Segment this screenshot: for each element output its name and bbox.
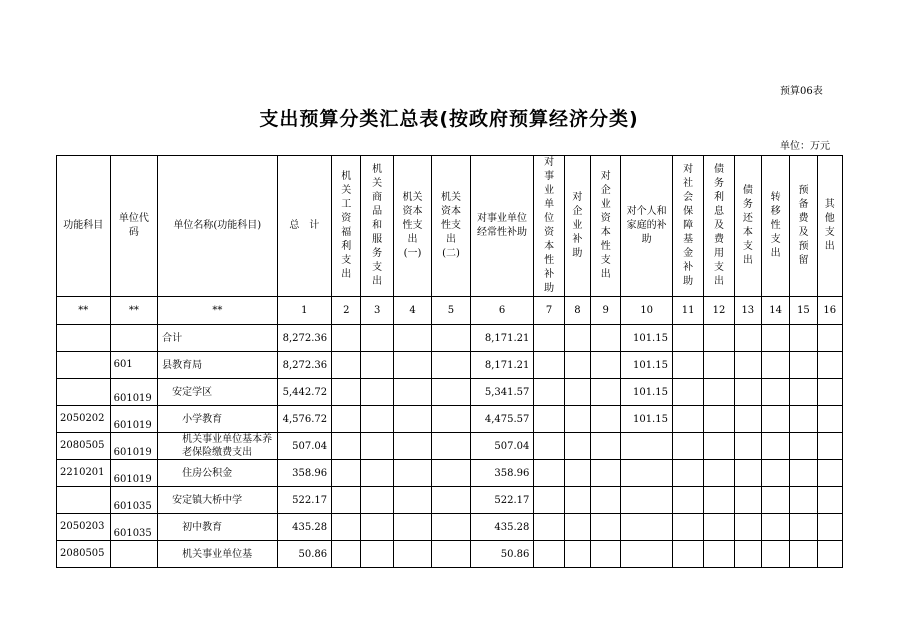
empty-cell	[790, 325, 817, 352]
table-row	[57, 379, 843, 406]
empty-cell	[534, 541, 564, 568]
unit-code-cell	[110, 541, 158, 568]
empty-cell	[734, 460, 761, 487]
empty-cell	[817, 433, 842, 460]
header-col-16: 其他支出	[817, 156, 842, 297]
index-cell: 3	[361, 297, 393, 325]
empty-cell	[817, 325, 842, 352]
empty-cell	[332, 487, 361, 514]
empty-cell	[704, 325, 734, 352]
col-10-cell: 101.15	[621, 352, 673, 379]
col-10-cell	[621, 487, 673, 514]
empty-cell	[817, 514, 842, 541]
header-col-8: 对企业补助	[564, 156, 590, 297]
total-cell: 8,272.36	[277, 352, 332, 379]
header-col-4: 机关资本性支出(一)	[393, 156, 431, 297]
func-subject-value: 2080505	[60, 548, 105, 559]
empty-cell	[564, 460, 590, 487]
total-cell: 435.28	[277, 514, 332, 541]
empty-cell	[817, 406, 842, 433]
col-10-cell	[621, 541, 673, 568]
col-10-cell: 101.15	[621, 379, 673, 406]
func-subject-cell	[57, 460, 111, 487]
empty-cell	[761, 541, 789, 568]
empty-cell	[591, 325, 621, 352]
unit-code-cell	[110, 514, 158, 541]
index-cell: **	[158, 297, 277, 325]
col-10-cell: 101.15	[621, 406, 673, 433]
empty-cell	[761, 514, 789, 541]
col-6-cell: 522.17	[470, 487, 534, 514]
empty-cell	[393, 352, 431, 379]
empty-cell	[761, 379, 789, 406]
empty-cell	[704, 514, 734, 541]
empty-cell	[817, 541, 842, 568]
func-subject-cell	[57, 487, 111, 514]
empty-cell	[393, 325, 431, 352]
empty-cell	[734, 541, 761, 568]
col-10-cell	[621, 514, 673, 541]
table-body	[57, 325, 843, 568]
empty-cell	[361, 514, 393, 541]
empty-cell	[672, 460, 703, 487]
empty-cell	[393, 487, 431, 514]
index-cell: 8	[564, 297, 590, 325]
empty-cell	[704, 379, 734, 406]
empty-cell	[361, 406, 393, 433]
header-col-15: 预备费及预留	[790, 156, 817, 297]
header-col-5: 机关资本性支出(二)	[432, 156, 470, 297]
header-col-13: 债务还本支出	[734, 156, 761, 297]
empty-cell	[734, 433, 761, 460]
empty-cell	[672, 352, 703, 379]
empty-cell	[332, 433, 361, 460]
header-row	[57, 156, 843, 297]
func-subject-cell	[57, 379, 111, 406]
empty-cell	[432, 541, 470, 568]
empty-cell	[393, 541, 431, 568]
empty-cell	[432, 487, 470, 514]
index-cell: 14	[761, 297, 789, 325]
empty-cell	[393, 379, 431, 406]
func-subject-cell	[57, 541, 111, 568]
col-6-cell: 5,341.57	[470, 379, 534, 406]
empty-cell	[734, 379, 761, 406]
index-row	[57, 297, 843, 325]
empty-cell	[534, 379, 564, 406]
empty-cell	[332, 379, 361, 406]
col-6-cell: 8,171.21	[470, 325, 534, 352]
unit-code-value: 601	[113, 359, 133, 370]
table-row	[57, 541, 843, 568]
unit-name-cell: 机关事业单位基本养老保险缴费支出	[158, 433, 277, 460]
header-col-3: 机关商品和服务支出	[361, 156, 393, 297]
index-cell: 11	[672, 297, 703, 325]
col-10-cell	[621, 460, 673, 487]
empty-cell	[332, 325, 361, 352]
table-row	[57, 325, 843, 352]
empty-cell	[591, 541, 621, 568]
empty-cell	[332, 352, 361, 379]
unit-label: 单位：万元	[780, 141, 830, 152]
header-col-10: 对个人和家庭的补助	[621, 156, 673, 297]
empty-cell	[704, 352, 734, 379]
index-cell: **	[57, 297, 111, 325]
func-subject-cell	[57, 514, 111, 541]
empty-cell	[534, 487, 564, 514]
header-col-14: 转移性支出	[761, 156, 789, 297]
empty-cell	[734, 352, 761, 379]
header-unit-code: 单位代码	[110, 156, 158, 297]
empty-cell	[534, 406, 564, 433]
empty-cell	[704, 460, 734, 487]
empty-cell	[672, 514, 703, 541]
empty-cell	[361, 541, 393, 568]
empty-cell	[817, 460, 842, 487]
empty-cell	[332, 460, 361, 487]
unit-code-value: 601019	[113, 474, 152, 485]
empty-cell	[564, 541, 590, 568]
unit-name-cell: 安定学区	[158, 379, 277, 406]
empty-cell	[734, 514, 761, 541]
index-cell: 4	[393, 297, 431, 325]
col-6-cell: 8,171.21	[470, 352, 534, 379]
header-col-2: 机关工资福利支出	[332, 156, 361, 297]
func-subject-cell	[57, 433, 111, 460]
table-row	[57, 406, 843, 433]
empty-cell	[564, 514, 590, 541]
unit-name-cell: 安定镇大桥中学	[158, 487, 277, 514]
empty-cell	[432, 352, 470, 379]
empty-cell	[393, 406, 431, 433]
empty-cell	[672, 406, 703, 433]
empty-cell	[534, 325, 564, 352]
unit-code-value: 601019	[113, 447, 152, 458]
unit-name-cell: 住房公积金	[158, 460, 277, 487]
empty-cell	[734, 406, 761, 433]
header-col-11: 对社会保障基金补助	[672, 156, 703, 297]
empty-cell	[672, 487, 703, 514]
empty-cell	[332, 541, 361, 568]
empty-cell	[790, 541, 817, 568]
index-cell: 13	[734, 297, 761, 325]
empty-cell	[534, 352, 564, 379]
empty-cell	[591, 433, 621, 460]
empty-cell	[761, 460, 789, 487]
func-subject-value: 2080505	[60, 440, 105, 451]
col-6-cell: 358.96	[470, 460, 534, 487]
empty-cell	[432, 514, 470, 541]
empty-cell	[704, 433, 734, 460]
unit-name-cell: 小学教育	[158, 406, 277, 433]
empty-cell	[534, 433, 564, 460]
table-row	[57, 433, 843, 460]
table-row	[57, 352, 843, 379]
header-col-6: 对事业单位经常性补助	[470, 156, 534, 297]
empty-cell	[672, 379, 703, 406]
page-title: 支出预算分类汇总表(按政府预算经济分类)	[259, 108, 639, 130]
empty-cell	[361, 460, 393, 487]
unit-name-cell: 合计	[158, 325, 277, 352]
empty-cell	[704, 406, 734, 433]
empty-cell	[761, 406, 789, 433]
unit-code-cell	[110, 379, 158, 406]
col-6-cell: 50.86	[470, 541, 534, 568]
empty-cell	[761, 352, 789, 379]
empty-cell	[534, 460, 564, 487]
empty-cell	[564, 433, 590, 460]
col-6-cell: 4,475.57	[470, 406, 534, 433]
unit-code-value: 601035	[113, 528, 152, 539]
unit-name-cell: 初中教育	[158, 514, 277, 541]
empty-cell	[534, 514, 564, 541]
unit-code-cell	[110, 325, 158, 352]
form-number: 预算06表	[780, 86, 823, 97]
index-cell: 12	[704, 297, 734, 325]
unit-name-cell: 机关事业单位基	[158, 541, 277, 568]
empty-cell	[591, 406, 621, 433]
header-unit-name: 单位名称(功能科目)	[158, 156, 277, 297]
col-6-cell: 507.04	[470, 433, 534, 460]
unit-name-cell: 县教育局	[158, 352, 277, 379]
col-10-cell	[621, 433, 673, 460]
index-cell: 5	[432, 297, 470, 325]
index-cell: 10	[621, 297, 673, 325]
unit-code-cell	[110, 487, 158, 514]
unit-code-value: 601019	[113, 420, 152, 431]
col-6-cell: 435.28	[470, 514, 534, 541]
empty-cell	[361, 379, 393, 406]
index-cell: 15	[790, 297, 817, 325]
empty-cell	[734, 487, 761, 514]
empty-cell	[432, 433, 470, 460]
empty-cell	[704, 487, 734, 514]
empty-cell	[761, 325, 789, 352]
unit-code-cell	[110, 433, 158, 460]
empty-cell	[761, 487, 789, 514]
total-cell: 358.96	[277, 460, 332, 487]
header-col-7: 对事业单位资本性补助	[534, 156, 564, 297]
empty-cell	[790, 514, 817, 541]
empty-cell	[564, 352, 590, 379]
unit-code-cell	[110, 460, 158, 487]
index-cell: 1	[277, 297, 332, 325]
empty-cell	[564, 325, 590, 352]
empty-cell	[564, 406, 590, 433]
table-row	[57, 514, 843, 541]
func-subject-value: 2050203	[60, 521, 105, 532]
header-col-12: 债务利息及费用支出	[704, 156, 734, 297]
table-row	[57, 460, 843, 487]
empty-cell	[734, 325, 761, 352]
unit-code-cell	[110, 352, 158, 379]
empty-cell	[432, 406, 470, 433]
func-subject-cell	[57, 325, 111, 352]
empty-cell	[591, 379, 621, 406]
empty-cell	[817, 487, 842, 514]
header-col-9: 对企业资本性支出	[591, 156, 621, 297]
index-cell: 16	[817, 297, 842, 325]
empty-cell	[591, 352, 621, 379]
total-cell: 522.17	[277, 487, 332, 514]
total-cell: 507.04	[277, 433, 332, 460]
empty-cell	[817, 379, 842, 406]
empty-cell	[361, 487, 393, 514]
empty-cell	[591, 514, 621, 541]
total-cell: 50.86	[277, 541, 332, 568]
empty-cell	[332, 406, 361, 433]
table-row	[57, 487, 843, 514]
unit-code-cell	[110, 406, 158, 433]
empty-cell	[790, 433, 817, 460]
func-subject-value: 2050202	[60, 413, 105, 424]
empty-cell	[564, 487, 590, 514]
index-cell: 2	[332, 297, 361, 325]
func-subject-cell	[57, 352, 111, 379]
empty-cell	[432, 379, 470, 406]
func-subject-value: 2210201	[60, 467, 105, 478]
empty-cell	[790, 352, 817, 379]
func-subject-cell	[57, 406, 111, 433]
empty-cell	[564, 379, 590, 406]
index-cell: 7	[534, 297, 564, 325]
index-cell: **	[110, 297, 158, 325]
empty-cell	[790, 460, 817, 487]
empty-cell	[432, 325, 470, 352]
empty-cell	[790, 379, 817, 406]
budget-table	[56, 155, 843, 568]
empty-cell	[704, 541, 734, 568]
empty-cell	[332, 514, 361, 541]
index-cell: 9	[591, 297, 621, 325]
empty-cell	[591, 460, 621, 487]
empty-cell	[790, 487, 817, 514]
empty-cell	[361, 325, 393, 352]
total-cell: 8,272.36	[277, 325, 332, 352]
empty-cell	[790, 406, 817, 433]
empty-cell	[672, 433, 703, 460]
empty-cell	[591, 487, 621, 514]
header-total: 总 计	[277, 156, 332, 297]
header-func-subject: 功能科目	[57, 156, 111, 297]
total-cell: 4,576.72	[277, 406, 332, 433]
col-10-cell: 101.15	[621, 325, 673, 352]
empty-cell	[393, 433, 431, 460]
empty-cell	[361, 433, 393, 460]
unit-code-value: 601035	[113, 500, 152, 512]
empty-cell	[393, 460, 431, 487]
empty-cell	[361, 352, 393, 379]
empty-cell	[393, 514, 431, 541]
empty-cell	[672, 325, 703, 352]
empty-cell	[761, 433, 789, 460]
empty-cell	[672, 541, 703, 568]
empty-cell	[817, 352, 842, 379]
index-cell: 6	[470, 297, 534, 325]
empty-cell	[432, 460, 470, 487]
total-cell: 5,442.72	[277, 379, 332, 406]
unit-code-value: 601019	[113, 392, 152, 404]
